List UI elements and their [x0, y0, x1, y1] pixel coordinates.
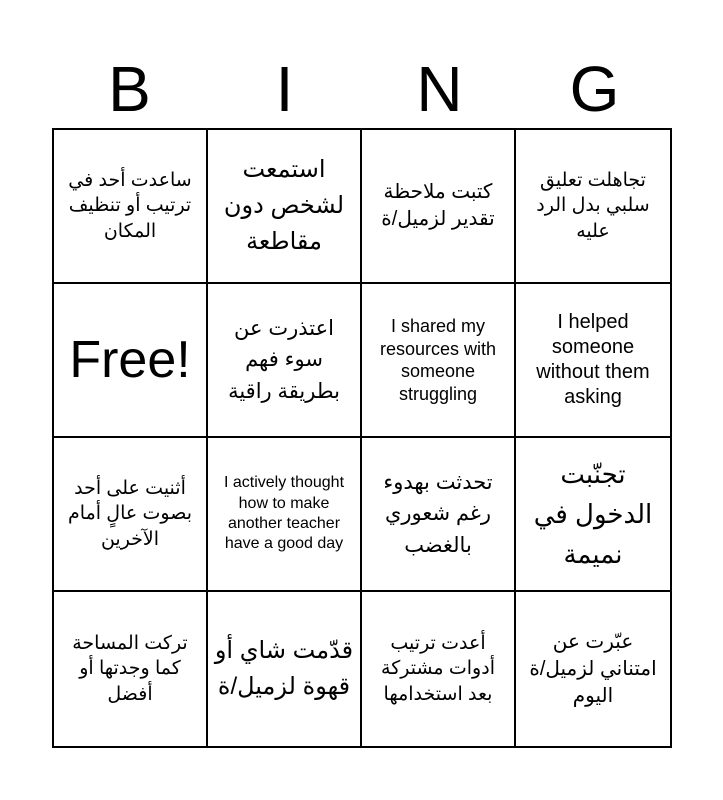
bingo-cell[interactable]: ساعدت أحد في ترتيب أو تنظيف المكان: [54, 130, 208, 284]
bingo-cell[interactable]: تركت المساحة كما وجدتها أو أفضل: [54, 592, 208, 746]
bingo-cell[interactable]: اعتذرت عن سوء فهم بطريقة راقية: [208, 284, 362, 438]
header-letter-n: N: [416, 53, 463, 125]
bingo-cell[interactable]: I actively thought how to make another teacher have a good day: [208, 438, 362, 592]
bingo-cell[interactable]: تجنّبت الدخول في نميمة: [516, 438, 670, 592]
bingo-grid: [52, 128, 672, 748]
bingo-cell[interactable]: أعدت ترتيب أدوات مشتركة بعد استخدامها: [362, 592, 516, 746]
bingo-header: [52, 50, 672, 128]
free-space-cell[interactable]: Free!: [54, 284, 208, 438]
bingo-cell[interactable]: قدّمت شاي أو قهوة لزميل/ة: [208, 592, 362, 746]
bingo-cell[interactable]: تجاهلت تعليق سلبي بدل الرد عليه: [516, 130, 670, 284]
header-letter-b: B: [108, 53, 151, 125]
bingo-cell[interactable]: استمعت لشخص دون مقاطعة: [208, 130, 362, 284]
header-letter-i: I: [275, 53, 294, 125]
bingo-cell[interactable]: تحدثت بهدوء رغم شعوري بالغضب: [362, 438, 516, 592]
header-letter-g: G: [569, 53, 620, 125]
bingo-cell[interactable]: I helped someone without them asking: [516, 284, 670, 438]
bingo-cell[interactable]: كتبت ملاحظة تقدير لزميل/ة: [362, 130, 516, 284]
bingo-cell[interactable]: I shared my resources with someone struggling: [362, 284, 516, 438]
bingo-cell[interactable]: أثنيت على أحد بصوت عالٍ أمام الآخرين: [54, 438, 208, 592]
bingo-cell[interactable]: عبّرت عن امتناني لزميل/ة اليوم: [529, 630, 657, 707]
